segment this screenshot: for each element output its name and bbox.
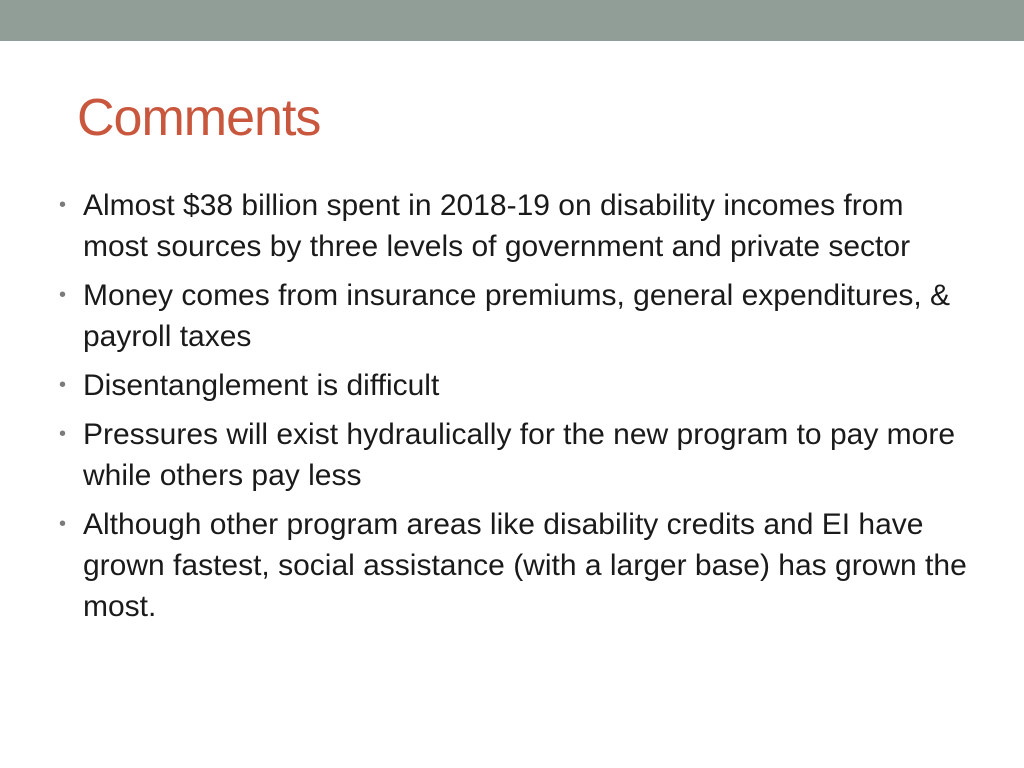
bullet-text: Pressures will exist hydraulically for the new program to pay more while others pay less [83,418,956,492]
slide-title: Comments [77,89,321,147]
bullet-text: Almost $38 billion spent in 2018-19 on disability incomes from most sources by three levels of government and private sector [83,189,911,263]
bullet-marker: • [59,194,67,216]
bullet-text: Money comes from insurance premiums, general expenditures, & payroll taxes [83,279,951,353]
bullet-marker: • [59,284,67,306]
bullet-item [56,185,976,267]
bullet-list [56,185,976,635]
bullet-item [56,504,976,627]
bullet-item [56,414,976,496]
bullet-text: Although other program areas like disability credits and EI have grown fastest, social assistance (with a larger base) has grown the most. [83,508,967,623]
bullet-marker: • [59,513,67,535]
bullet-marker: • [59,374,67,396]
bullet-text: Disentanglement is difficult [83,369,440,402]
bullet-marker: • [59,423,67,445]
bullet-item [56,275,976,357]
bullet-item [56,365,976,406]
top-accent-band [0,0,1024,41]
